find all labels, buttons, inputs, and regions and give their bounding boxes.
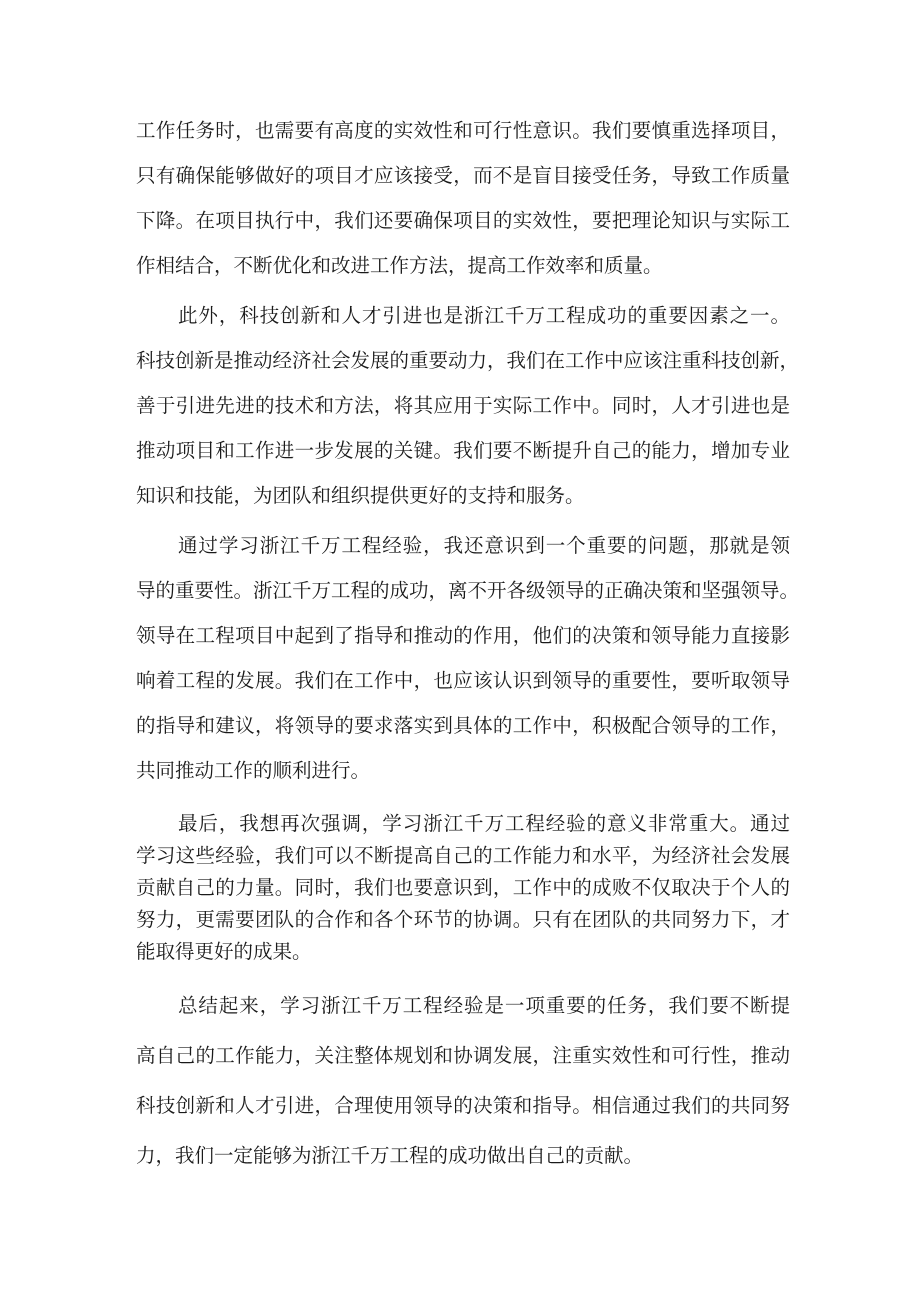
paragraph-5-line-3: 科技创新和人才引进，合理使用领导的决策和指导。相信通过我们的共同努 — [136, 1094, 790, 1117]
paragraph-4-line-4: 努力，更需要团队的合作和各个环节的协调。只有在团队的共同努力下，才 — [136, 908, 790, 931]
paragraph-3-line-3: 领导在工程项目中起到了指导和推动的作用，他们的决策和领导能力直接影 — [136, 624, 790, 647]
paragraph-2-line-1: 此外，科技创新和人才引进也是浙江千万工程成功的重要因素之一。 — [178, 304, 790, 327]
paragraph-3-line-6: 共同推动工作的顺利进行。 — [136, 759, 371, 782]
paragraph-5-line-2: 高自己的工作能力，关注整体规划和协调发展，注重实效性和可行性，推动 — [136, 1044, 790, 1067]
paragraph-4-line-1: 最后，我想再次强调，学习浙江千万工程经验的意义非常重大。通过 — [178, 812, 790, 835]
paragraph-2-line-5: 知识和技能，为团队和组织提供更好的支持和服务。 — [136, 484, 585, 507]
paragraph-4-line-5: 能取得更好的成果。 — [136, 940, 312, 963]
paragraph-3-line-5: 的指导和建议，将领导的要求落实到具体的工作中，积极配合领导的工作， — [136, 714, 790, 737]
paragraph-2-line-4: 推动项目和工作进一步发展的关键。我们要不断提升自己的能力，增加专业 — [136, 439, 790, 462]
paragraph-2-line-2: 科技创新是推动经济社会发展的重要动力，我们在工作中应该注重科技创新， — [136, 349, 800, 372]
paragraph-1-line-4: 作相结合，不断优化和改进工作方法，提高工作效率和质量。 — [136, 254, 663, 277]
paragraph-2-line-3: 善于引进先进的技术和方法，将其应用于实际工作中。同时，人才引进也是 — [136, 394, 790, 417]
paragraph-4-line-3: 贡献自己的力量。同时，我们也要意识到，工作中的成败不仅取决于个人的 — [136, 876, 790, 899]
paragraph-5-line-4: 力，我们一定能够为浙江千万工程的成功做出自己的贡献。 — [136, 1144, 644, 1167]
paragraph-1-line-3: 下降。在项目执行中，我们还要确保项目的实效性，要把理论知识与实际工 — [136, 209, 790, 232]
paragraph-1-line-2: 只有确保能够做好的项目才应该接受，而不是盲目接受任务，导致工作质量 — [136, 164, 790, 187]
paragraph-3-line-2: 导的重要性。浙江千万工程的成功，离不开各级领导的正确决策和坚强领导。 — [136, 579, 800, 602]
paragraph-3-line-4: 响着工程的发展。我们在工作中，也应该认识到领导的重要性，要听取领导 — [136, 669, 790, 692]
paragraph-4-line-2: 学习这些经验，我们可以不断提高自己的工作能力和水平，为经济社会发展 — [136, 844, 790, 867]
paragraph-5-line-1: 总结起来，学习浙江千万工程经验是一项重要的任务，我们要不断提 — [178, 994, 790, 1017]
paragraph-3-line-1: 通过学习浙江千万工程经验，我还意识到一个重要的问题，那就是领 — [178, 534, 790, 557]
paragraph-1-line-1: 工作任务时，也需要有高度的实效性和可行性意识。我们要慎重选择项目， — [136, 119, 790, 142]
